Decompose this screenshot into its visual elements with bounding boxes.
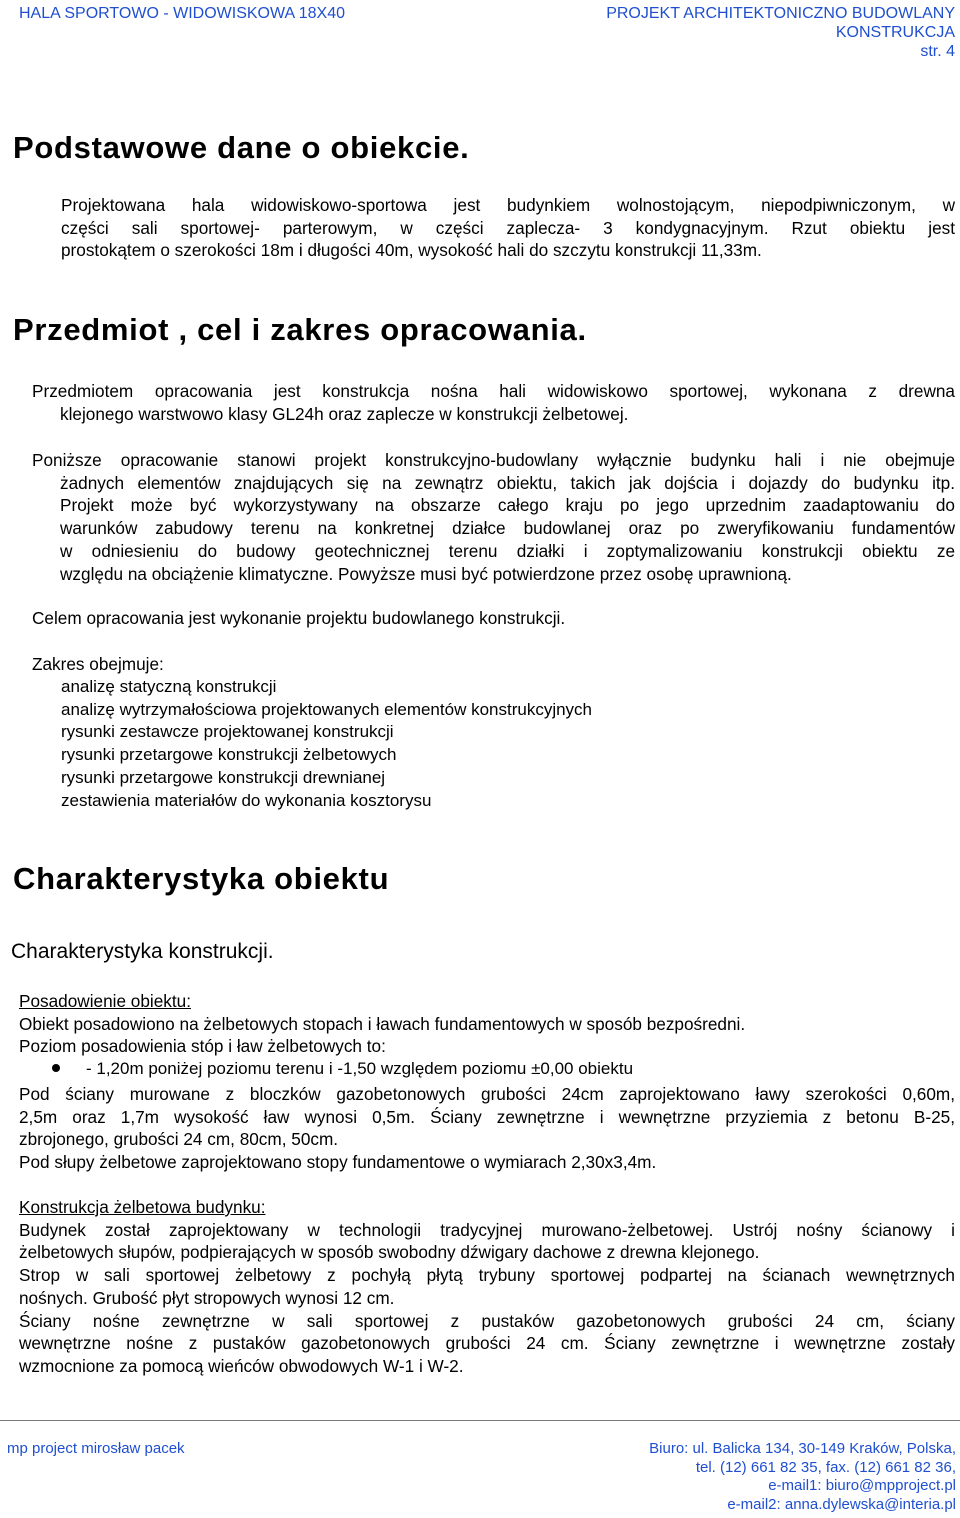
paragraph-line: prostokątem o szerokości 18m i długości 40m, wysokość hali do szczytu konstrukcji 11,33m. <box>61 240 762 261</box>
paragraph-line: klejonego warstwowo klasy GL24h oraz zaplecze w konstrukcji żelbetowej. <box>60 403 629 424</box>
scope-list-item: rysunki zestawcze projektowanej konstrukcji <box>61 722 394 742</box>
scope-list <box>61 676 592 812</box>
bullet-icon <box>52 1064 60 1072</box>
scope-list-item: analizę statyczną konstrukcji <box>61 677 277 696</box>
foundation-block <box>19 990 955 1058</box>
foundation-bullet-item <box>52 1059 633 1079</box>
section-title-characteristics: Charakterystyka obiektu <box>13 861 390 896</box>
scope-label <box>32 653 164 676</box>
paragraph-line: żelbetowych słupów, podpierających w sposób swobodny dźwigary dachowe z drewna klejonego. <box>19 1242 760 1263</box>
paragraph-line: Obiekt posadowiono na żelbetowych stopach i ławach fundamentowych w sposób bezpośredni. <box>19 1013 746 1034</box>
paragraph-line: warunków zabudowy terenu na konkretnej działce budowlanej oraz po zweryfikowaniu fundamentów <box>60 518 955 539</box>
rc-structure-block <box>19 1196 955 1378</box>
rc-heading: Konstrukcja żelbetowa budynku: <box>19 1197 266 1217</box>
subtitle-structure-characteristics: Charakterystyka konstrukcji. <box>11 940 274 963</box>
footer-email-2: e-mail2: anna.dylewska@interia.pl <box>727 1495 956 1513</box>
paragraph-line: Projektowana hala widowiskowo-sportowa jest budynkiem wolnostojącym, niepodpiwniczonym, w <box>61 195 955 215</box>
paragraph-line: Poziom posadowienia stóp i ław żelbetowych to: <box>19 1036 386 1057</box>
paragraph-line: wewnętrzne nośne z pustaków gazobetonowych grubości 24 cm. Ściany zewnętrzne i wewnętrzne zostały <box>19 1333 955 1354</box>
footer-contact <box>649 1440 956 1514</box>
paragraph-line: żadnych elementów znajdujących się na zewnątrz obiektu, takich jak dojścia i dojazdy do budynku itp. <box>60 472 955 493</box>
header-right-block <box>435 4 955 61</box>
paragraph-line: względu na obciążenie klimatyczne. Powyższe musi być potwierdzone przez osobę uprawnioną. <box>60 563 792 584</box>
header-discipline: KONSTRUKCJA <box>835 24 955 41</box>
paragraph-line: części sali sportowej- parterowym, w części zaplecza- 3 kondygnacyjnym. Rzut obiektu jest <box>61 217 955 238</box>
scope-list-item: analizę wytrzymałościowa projektowanych elementów konstrukcyjnych <box>61 699 593 719</box>
paragraph-line: Poniższe opracowanie stanowi projekt konstrukcyjno-budowlany wyłącznie budynku hali i nie obejmuje <box>32 450 955 470</box>
foundation-paragraph <box>19 1083 955 1174</box>
paragraph-line: Budynek został zaprojektowany w technologii tradycyjnej murowano-żelbetowej. Ustrój nośny ścianowy i <box>19 1219 955 1240</box>
scope-paragraph-1 <box>32 380 955 425</box>
footer-company: mp project mirosław pacek <box>7 1440 185 1457</box>
section-title-scope: Przedmiot , cel i zakres opracowania. <box>13 312 587 347</box>
paragraph-line: Strop w sali sportowej żelbetowy z pochyłą płytą trybuny sportowej podpartej na ścianach wewnętrznych <box>19 1265 955 1286</box>
paragraph-line: 2,5m oraz 1,7m wysokość ław wynosi 0,5m. Ściany zewnętrzne i wewnętrzne przyziemia z betonu B-25, <box>19 1106 955 1127</box>
section-title-basic-data: Podstawowe dane o obiekcie. <box>13 130 470 165</box>
footer-email-1: e-mail1: biuro@mpproject.pl <box>768 1477 956 1494</box>
paragraph-line: Pod słupy żelbetowe zaprojektowano stopy fundamentowe o wymiarach 2,30x3,4m. <box>19 1152 657 1173</box>
scope-paragraph-2 <box>32 449 955 585</box>
paragraph-line: wzmocnione za pomocą wieńców obwodowych W-1 i W-2. <box>19 1355 464 1376</box>
paragraph-line: Pod ściany murowane z bloczków gazobetonowych grubości 24cm zaprojektowano ławy szerokości 0,60m, <box>19 1084 955 1104</box>
scope-list-item: rysunki przetargowe konstrukcji żelbetowych <box>61 745 397 765</box>
footer-address: Biuro: ul. Balicka 134, 30-149 Kraków, Polska, <box>649 1440 956 1457</box>
paragraph-line: Zakres obejmuje: <box>32 654 164 674</box>
paragraph-line: Przedmiotem opracowania jest konstrukcja nośna hali widowiskowo sportowej, wykonana z drewna <box>32 381 955 401</box>
scope-list-item: rysunki przetargowe konstrukcji drewnianej <box>61 767 386 787</box>
bullet-text: - 1,20m poniżej poziomu terenu i -1,50 względem poziomu ±0,00 obiektu <box>86 1059 634 1078</box>
footer-phone: tel. (12) 661 82 35, fax. (12) 661 82 36, <box>695 1458 956 1476</box>
header-project-title: HALA SPORTOWO - WIDOWISKOWA 18X40 <box>19 5 345 22</box>
scope-list-item: zestawienia materiałów do wykonania kosztorysu <box>61 790 432 810</box>
paragraph-line: w odniesieniu do budowy geotechnicznej terenu działki i zoptymalizowaniu konstrukcji obiektu ze <box>60 540 955 561</box>
paragraph-line: Ściany nośne zewnętrzne w sali sportowej z pustaków gazobetonowych grubości 24 cm, ściany <box>19 1310 955 1331</box>
goal-text <box>32 607 565 630</box>
paragraph-line: nośnych. Grubość płyt stropowych wynosi 12 cm. <box>19 1287 395 1308</box>
paragraph-line: Projekt może być wykorzystywany na obszarze całego kraju po jego uprzednim zaadaptowaniu do <box>60 495 955 516</box>
header-project-type: PROJEKT ARCHITEKTONICZNO BUDOWLANY <box>606 5 955 22</box>
footer-divider <box>0 1420 960 1421</box>
foundation-heading: Posadowienie obiektu: <box>19 991 191 1011</box>
paragraph-line: Celem opracowania jest wykonanie projektu budowlanego konstrukcji. <box>32 608 566 628</box>
basic-data-paragraph <box>61 194 955 262</box>
header-page-number: str. 4 <box>920 43 955 60</box>
paragraph-line: zbrojonego, grubości 24 cm, 80cm, 50cm. <box>19 1129 339 1150</box>
